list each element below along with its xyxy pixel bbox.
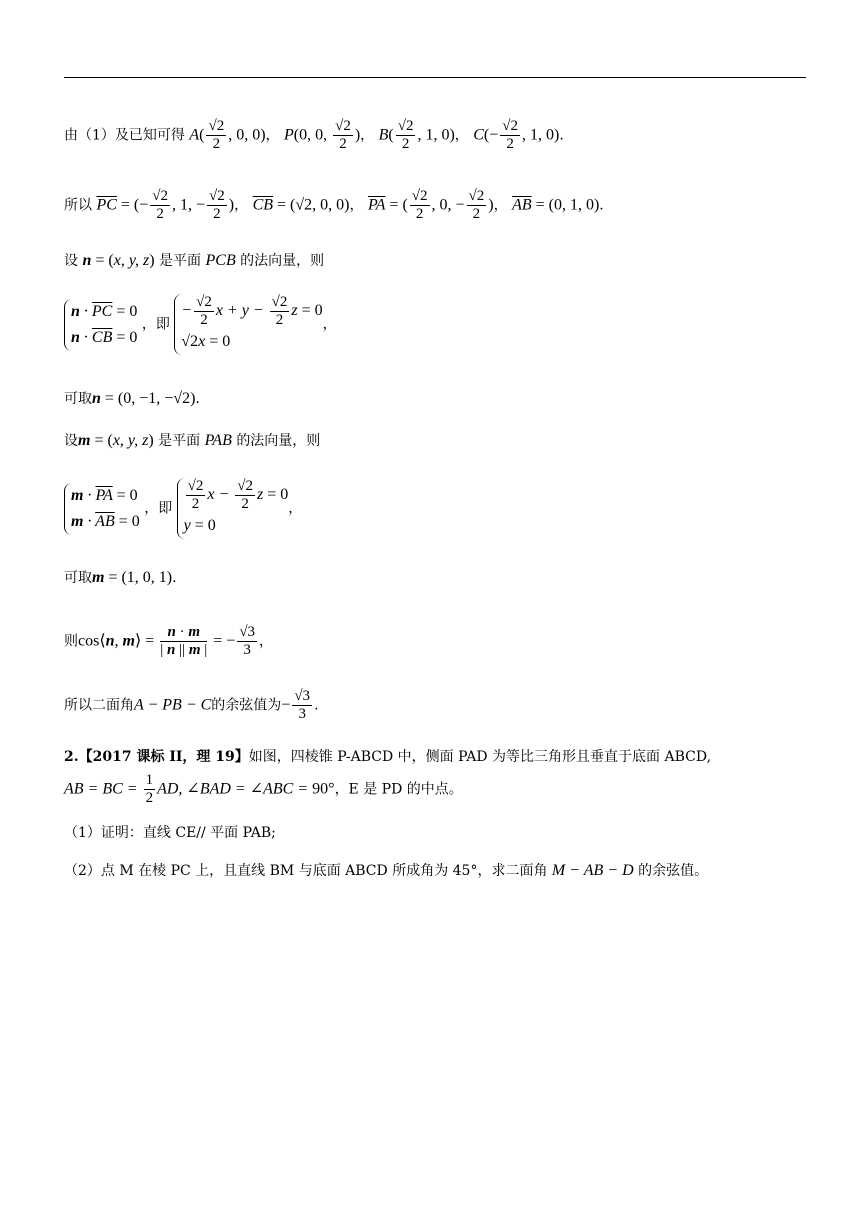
problem-stem-2: ，E 是 PD 的中点。 [334, 781, 463, 798]
text-from-known: 由（1）及已知可得 [64, 127, 185, 144]
problem-2-part-2: （2）点 M 在棱 PC 上，且直线 BM 与底面 ABCD 所成角为 45°，求二面角 M − AB − D 的余弦值。 [64, 862, 709, 879]
problem-title: 2.【2017 课标 II，理 19】 [64, 749, 249, 765]
take-m-line: 可取m = (1, 0, 1). [64, 569, 177, 586]
normal-n-line: 设 n = (x, y, z) 是平面 PCB 的法向量，则 [64, 252, 325, 269]
system-n: $n \cdot \overline{PC} = 0$ $n \cdot \overline{CB} = 0$ ，即 − $\frac{√2}{2}$ x + y − $\frac{√2}{2}$ z = 0 √2x = 0 ， [64, 294, 337, 355]
take-n-line: 可取n = (0, −1, −√2). [64, 390, 200, 407]
system-m: $m \cdot \overline{PA} = 0$ $m \cdot \overline{AB} = 0$ ，即 $\frac{√2}{2}$ x − $\frac{√2}{2}$ z = 0 y = 0 ， [64, 478, 302, 539]
normal-m-line: 设m = (x, y, z) 是平面 PAB 的法向量，则 [64, 432, 321, 449]
cos-line: 则cos⟨n, m⟩ = $\frac{n \cdot m}{| n || m |}$ = − $\frac{√3}{3}$ ， [64, 624, 274, 658]
header-rule [64, 77, 806, 78]
problem-2-part-1: （1）证明：直线 CE// 平面 PAB; [64, 825, 276, 841]
vectors-line: 所以 $\overline{PC}$ = (− $\frac{√2}{2}$ , 1, − $\frac{√2}{2}$ )， $\overline{CB} = (√2$, 0, 0)， $\overline{PA}$ = ( $\frac{√2}{2}$ , 0, − $\frac{√2}{2}$ )， $\overline{AB} = (0$, 1, 0). [64, 188, 604, 222]
text-so: 所以 [64, 197, 92, 214]
problem-stem-1: 如图，四棱锥 P-ABCD 中，侧面 PAD 为等比三角形且垂直于底面 ABCD, [248, 749, 712, 765]
problem-2-condition: AB = BC = $\frac{1}{2}$ AD, ∠BAD = ∠ABC = 90°，E 是 PD 的中点。 [64, 772, 463, 806]
problem-2-stem [64, 746, 711, 766]
dihedral-line: 所以二面角A − PB − C的余弦值为− $\frac{√3}{3}$ . [64, 688, 319, 722]
coordinates-line: 由（1）及已知可得 A( $\frac{√2}{2}$ , 0, 0)， P(0, 0, $\frac{√2}{2}$ )， B( $\frac{√2}{2}$ , 1, 0)， C(− $\frac{√2}{2}$ , 1, 0). [64, 118, 564, 152]
text-ie: ，即 [141, 316, 170, 333]
